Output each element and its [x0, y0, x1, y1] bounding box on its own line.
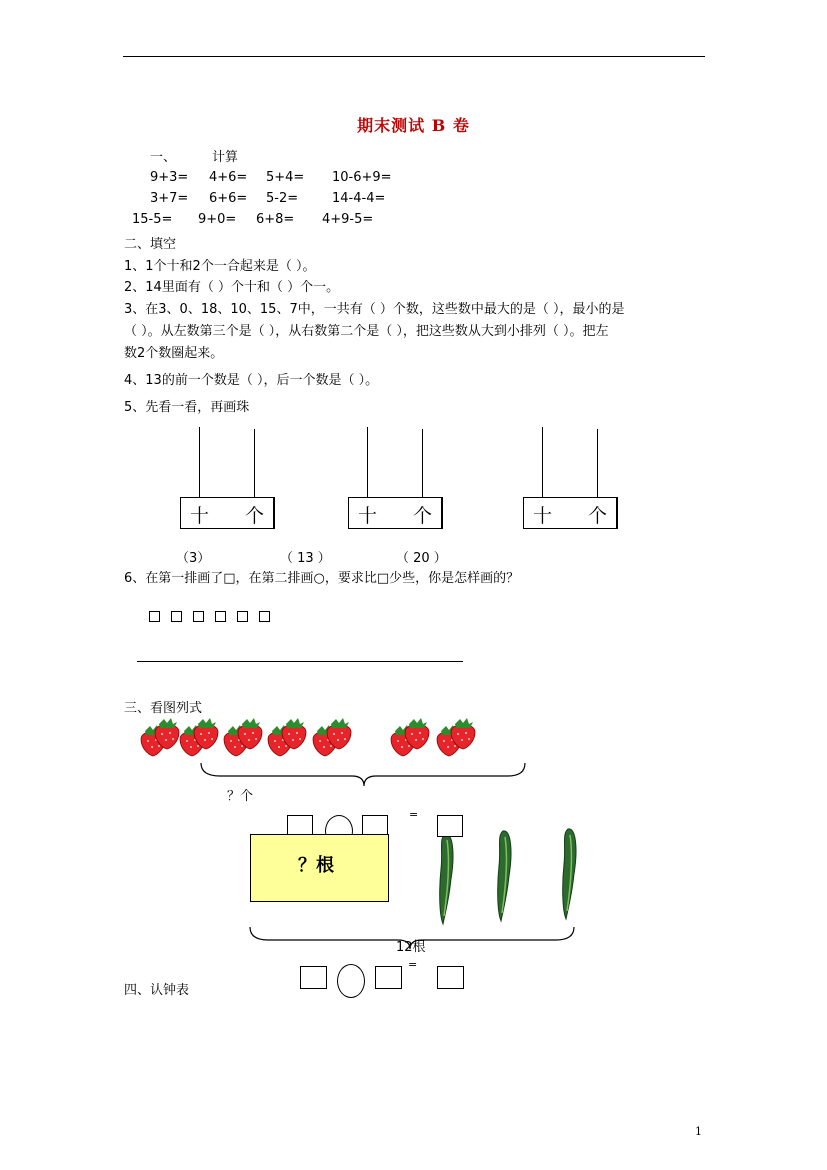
strawberry-pair: [437, 718, 475, 756]
calc-item: 14-4-4=: [332, 191, 386, 206]
section2-label: 二、填空: [124, 237, 177, 252]
brace-under-strawberries: [201, 763, 525, 786]
abacus-tens-label: 十: [533, 505, 553, 527]
calc-item: 3+7=: [150, 191, 189, 206]
calc-item: 10-6+9=: [332, 170, 392, 185]
question-4: 4、13的前一个数是（ ），后一个数是（ ）。: [124, 373, 379, 388]
strawberry-question: ？个: [227, 789, 254, 804]
calc-item: 15-5=: [132, 212, 173, 227]
question-3-line1: 3、在3、0、18、10、15、7中，一共有（ ）个数，这些数中最大的是（ ），最小的是: [124, 302, 625, 317]
abacus-ones-label: 个: [245, 505, 265, 527]
abacus-number-label: （3）: [176, 551, 211, 566]
calc-item: 9+3=: [150, 170, 189, 185]
abacus-ones-label: 个: [413, 505, 433, 527]
section1-number: 一、: [150, 150, 177, 165]
question-2: 2、14里面有（ ）个十和（ ）个一。: [124, 280, 340, 295]
strawberry-pair: [391, 718, 429, 756]
green-bean: [498, 831, 511, 921]
green-bean: [440, 834, 453, 924]
bean-total: 12根: [396, 940, 426, 955]
abacus-number-label: （ 20 ）: [396, 551, 447, 566]
equals-sign: =: [408, 958, 418, 971]
answer-box: [300, 966, 327, 989]
answer-box: [437, 966, 464, 989]
question-5: 5、先看一看，再画珠: [124, 400, 250, 415]
calc-item: 9+0=: [198, 212, 237, 227]
strawberry-pair: [224, 718, 262, 756]
calc-item: 4+9-5=: [322, 212, 374, 227]
calc-item: 5-2=: [266, 191, 299, 206]
calc-item: 6+6=: [209, 191, 248, 206]
strawberry-pair: [141, 718, 179, 756]
question-3-line2: （ ）。从左数第三个是（ ），从右数第二个是（ ），把这些数从大到小排列（ ）。把左: [124, 324, 609, 339]
question-1: 1、1个十和2个一合起来是（ ）。: [124, 259, 316, 274]
calc-item: 4+6=: [209, 170, 248, 185]
strawberry-pair: [180, 718, 218, 756]
operator-circle: [337, 964, 365, 998]
section1-label: 计算: [212, 150, 239, 165]
page-number: 1: [695, 1125, 702, 1138]
question-6: 6、在第一排画了□，在第二排画○，要求比□少些，你是怎样画的？: [124, 571, 520, 586]
green-bean: [563, 829, 576, 919]
answer-box: [375, 966, 402, 989]
calc-item: 6+8=: [256, 212, 295, 227]
abacus-tens-label: 十: [358, 505, 378, 527]
calc-item: 5+4=: [266, 170, 305, 185]
strawberry-pair: [268, 718, 306, 756]
answer-box: [437, 815, 463, 837]
abacus-ones-label: 个: [588, 505, 608, 527]
abacus-number-label: （ 13 ）: [280, 551, 331, 566]
section4-label: 四、认钟表: [124, 983, 190, 998]
section3-label: 三、看图列式: [124, 701, 203, 716]
page-title: 期末测试 B 卷: [357, 116, 470, 135]
strawberry-pair: [313, 718, 351, 756]
abacus-tens-label: 十: [190, 505, 210, 527]
equals-sign: =: [409, 808, 419, 821]
hidden-bean-card: [250, 834, 389, 902]
question-3-line3: 数2个数圈起来。: [124, 346, 224, 361]
bean-question: ？根: [298, 855, 334, 876]
